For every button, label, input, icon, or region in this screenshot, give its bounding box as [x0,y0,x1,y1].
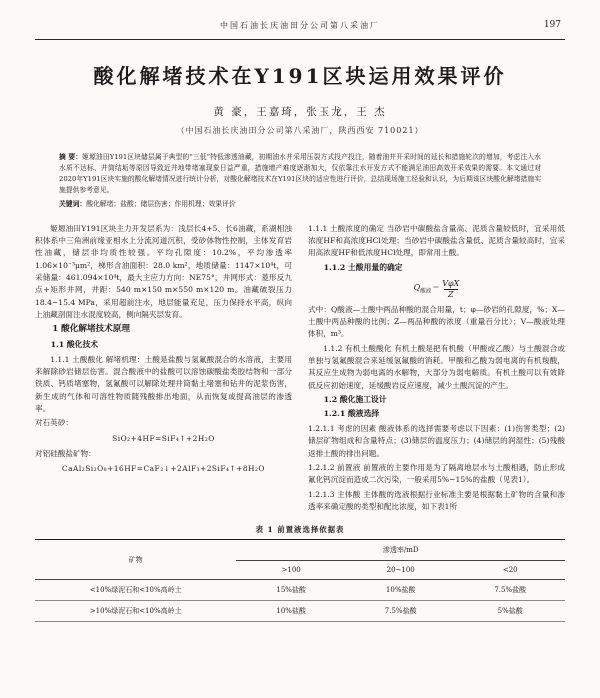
right-column [308,223,565,515]
keywords-label: 关键词： [59,200,87,208]
formula-numerator: VφX [442,279,460,289]
section-1-heading: 1 酸化解堵技术原理 [52,324,130,335]
table-1-block [35,524,565,622]
organic-acid-paragraph: 1.1.2 有机土酸酸化 有机土酸是把有机酸（甲酸或乙酸）与土酸混合或单独与氢氟酸混合来延缓氢氟酸的消耗。甲酸和乙酸为弱电离的有机羧酸，其反应生成物为弱电离的水解物，大部分为弱电解质。有机土酸可以有效降低反应初始速度，延缓酸岩反应速度，减少土酸沉淀的产生。 [308,343,565,390]
cell-r1c1: 15%盐酸 [236,580,346,601]
section-1-1-heading: 1.1 酸化技术 [50,340,99,350]
article-title: 酸化解堵技术在Y191区块运用效果评价 [93,64,507,88]
section-1-2-heading: 1.2 酸化施工设计 [323,394,387,404]
left-column [35,223,292,515]
cell-mineral-2: >10%绿泥石和<10%高岭土 [35,601,236,622]
cell-r2c1: 10%盐酸 [236,601,346,622]
abstract-label: 摘 要： [59,153,83,161]
cell-r1c2: 10%盐酸 [346,580,456,601]
col-header-gt100: >100 [236,561,346,580]
cell-r2c3: 5%盐酸 [455,601,565,622]
intro-paragraph: 姬塬油田Y191区块主力开发层系为：浅层长4+5、长6油藏，系湖相浊积体系中三角洲前缘亚相水上分流河道沉积，受砂体物性控制，主体发育岩性油藏，储层非均质性较强。平均孔隙度：10.2%，平均渗透率1.06×10⁻³μm²，梯形含油面积：28.0 km²，地质储量：1147×10⁴t，可采储量：461.094×10⁴t，最大主应力方向：NE75°，井网形式：菱形反九点+矩形井网，井距：540 m×150 m×550 m×120 m。油藏破裂压力18.4~15.4 MPa，采用超前注水，地层能量充足，压力保持水平高，纵向上油藏剖面注水混度较高，侧向隔夹层发育。 [35,223,292,319]
feldspar-label: 对铝硅酸盐矿物： [35,448,96,458]
col-header-20-100: 20~100 [346,561,456,580]
preflush-paragraph: 1.2.1.2 前置液 前置液的主要作用是为了隔离地层水与土酸相遇，防止形成氟化钙沉淀而造成二次污染，一般采用5%~15%的盐酸（见表1）。 [308,462,565,485]
article-body [35,223,565,515]
table-1 [35,539,565,622]
factors-paragraph: 1.2.1.1 考虑的因素 酸液体系的选择需要考虑以下因素：(1)伤害类型；(2)储层矿物组成和含量特点；(3)储层的温度压力；(4)储层的润湿性；(5)残酸返排土酸的排出问题。 [308,424,565,458]
keywords-text: 酸化解堵；盐酸；储层伤害；作用机理；效果评价 [86,200,236,208]
abstract-block [59,152,541,196]
acid-volume-heading: 1.1.2 土酸用量的确定 [323,262,403,272]
formula-lhs: $Q_{酸液}=$ [413,282,440,295]
formula-fraction [442,279,459,298]
table-row [35,580,565,601]
header-rule [35,39,565,40]
equation-feldspar: CaAl₂Si₂O₈+16HF=CaF₂↓+2AlF₃+2SiF₄↑+8H₂O [62,463,265,473]
section-1-1-1-paragraph: 1.1.1 土酸酸化 解堵机理：土酸是盐酸与氢氟酸混合的水溶液，主要用来解除砂岩储层伤害。混合酸液中的盐酸可以溶蚀碳酸盐类胶结物和一部分铁质、钙质堵塞物，氢氟酸可以解除处理井筒黏土堵塞和钻井的泥浆伤害，新生成的气体和可溶性物质随残酸排出地面，从而恢复或提高油层的渗透率。 [35,354,292,413]
journal-name: 中国石油长庆油田分公司第八采油厂 [220,21,380,30]
formula-denominator: Z [444,289,458,299]
cell-r1c3: 7.5%盐酸 [455,580,565,601]
page-number: 197 [543,20,561,30]
affiliation-line: （中国石油长庆油田分公司第八采油厂，陕西西安 710021） [176,126,424,135]
main-acid-paragraph: 1.2.1.3 主体酸 主体酸的选液根据行业标准主要是根据黏土矿物的含量和渗透率来确定酸的类型和配比浓度，如下表1所 [308,489,565,511]
col-header-mineral: 矿物 [35,540,236,580]
quartz-label: 对石英砂： [35,418,73,428]
col-header-permeability: 渗透率/mD [236,540,565,561]
table-1-caption: 表 1 前置液选择依据表 [255,525,345,535]
cell-mineral-1: <10%绿泥石和<10%高岭土 [35,580,236,601]
section-1-2-1-heading: 1.2.1 酸液选择 [323,409,380,419]
formula-note: 式中：Q酸液—土酸中两品种酸的混合用量，t；φ—砂岩的孔隙度，%；X—土酸中两品种酸的比例；Z—两品种酸的浓度（重量百分比）；V—酸液处理体积，m³。 [308,304,565,339]
abstract-text: 姬塬油田Y191区块储层属于典型的“三低”特低渗透油藏，初期油水井采用压裂方式投产投注，随着油井开采时间的延长和措施轮次的增加，考虑注入水水质不达标、井筒结垢等原因导致近井地带堵塞现象日益严重，措施增产难度逐渐加大，仅依靠注水开发方式不能满足油田高效开采效果的需要。本文通过对2020年Y191区块实施的酸化解堵情况进行统计分析，对酸化解堵技术在Y191区块的适应性进行评价，总结现场施工经验和认识，为后期该区块酸化解堵措施实施提供参考意见。 [59,153,541,194]
cell-r2c2: 7.5%盐酸 [346,601,456,622]
authors-line: 黄 豪，王嘉琦，张玉龙，王 杰 [213,106,387,118]
acid-volume-formula [308,279,565,298]
equation-quartz: SiO₂+4HF=SiF₄↑+2H₂O [112,433,215,443]
acid-concentration-paragraph: 1.1.1 土酸浓度的确定 当砂岩中碳酸盐含量高、泥质含量较低时，宜采用低浓度HF和高浓度HCl处理；当砂岩中碳酸盐含量低、泥质含量较高时，宜采用高浓度HF和低浓度HCl处理，即常用土酸。 [308,223,565,258]
keywords-line [59,199,541,210]
page-header [35,20,565,34]
table-row [35,601,565,622]
col-header-lt20: <20 [455,561,565,580]
